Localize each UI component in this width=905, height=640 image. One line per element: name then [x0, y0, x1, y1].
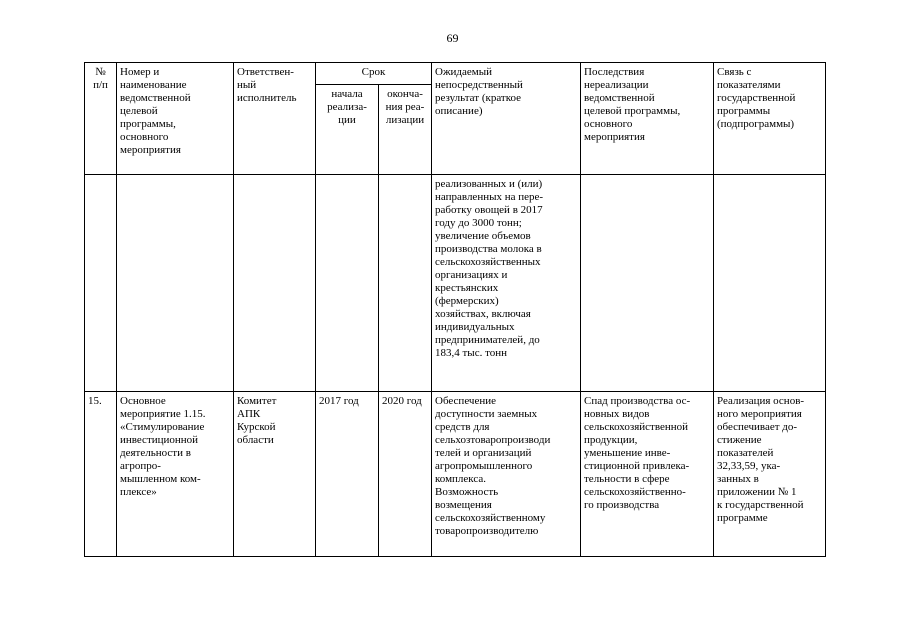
cell-responsible: Комитет АПК Курской области — [234, 392, 316, 557]
cell-num: 15. — [85, 392, 117, 557]
cell-name — [117, 175, 234, 392]
cell-link — [714, 175, 826, 392]
cell-link: Реализация основ- ного мероприятия обеспечивает до- стижение показателей 32,33,59, ука- занных в приложении № 1 к государственной программе — [714, 392, 826, 557]
cell-num — [85, 175, 117, 392]
header-link: Связь с показателями государственной программы (подпрограммы) — [714, 63, 826, 175]
table-row — [85, 392, 826, 557]
program-table — [84, 62, 826, 557]
cell-start: 2017 год — [316, 392, 379, 557]
table-row — [85, 175, 826, 392]
header-num: № п/п — [85, 63, 117, 175]
cell-end: 2020 год — [379, 392, 432, 557]
cell-expected: реализованных и (или) направленных на пере- работку овощей в 2017 году до 3000 тонн; увеличение объемов производства молока в сельскохозяйственных организациях и крестьянских (фермерских) хозяйствах, включая индивидуальных предпринимателей, до 183,4 тыс. тонн — [432, 175, 581, 392]
page-number: 69 — [446, 31, 459, 45]
header-start: начала реализа- ции — [316, 85, 379, 175]
cell-consequences — [581, 175, 714, 392]
cell-expected: Обеспечение доступности заемных средств для сельхозтоваропроизводи телей и организаций агропромышленного комплекса. Возможность возмещения сельскохозяйственному товаропроизводителю — [432, 392, 581, 557]
header-responsible: Ответствен- ный исполнитель — [234, 63, 316, 175]
header-expected: Ожидаемый непосредственный результат (краткое описание) — [432, 63, 581, 175]
cell-name: Основное мероприятие 1.15. «Стимулирование инвестиционной деятельности в агропро- мышленном ком- плексе» — [117, 392, 234, 557]
cell-responsible — [234, 175, 316, 392]
cell-start — [316, 175, 379, 392]
cell-consequences: Спад производства ос- новных видов сельскохозяйственной продукции, уменьшение инве- стиционной привлека- тельности в сфере сельскохозяйственно- го производства — [581, 392, 714, 557]
header-consequences: Последствия нереализации ведомственной целевой программы, основного мероприятия — [581, 63, 714, 175]
header-end: оконча- ния реа- лизации — [379, 85, 432, 175]
header-srok: Срок — [316, 63, 432, 85]
header-name: Номер и наименование ведомственной целевой программы, основного мероприятия — [117, 63, 234, 175]
table-header-row — [85, 63, 826, 85]
cell-end — [379, 175, 432, 392]
